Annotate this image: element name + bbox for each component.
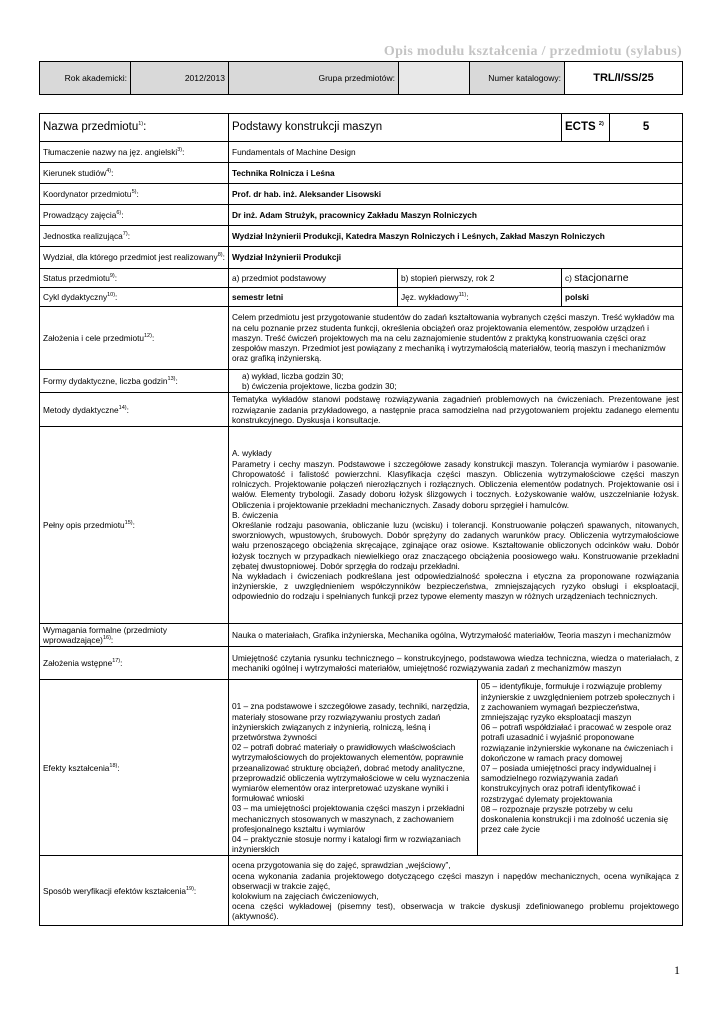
subject-group-label: Grupa przedmiotów: xyxy=(229,62,399,95)
row-lecturers xyxy=(40,205,683,226)
row-faculty xyxy=(40,247,683,269)
ects-label: ECTS $^{2)}$ xyxy=(562,114,610,142)
outcome-item: 08 – rozpoznaje przyszłe potrzeby w celu doskonalenia konstrukcji i ma zdolność uczenia się przez całe życie xyxy=(481,803,669,835)
status-c: c) stacjonarne xyxy=(562,269,683,288)
faculty-label: Wydział, dla którego przedmiot jest realizowany$^{8)}$: xyxy=(40,247,229,269)
learning-outcomes-right xyxy=(478,680,683,856)
row-cycle xyxy=(40,288,683,307)
academic-year-value: 2012/2013 xyxy=(131,62,229,95)
row-forms xyxy=(40,370,683,393)
unit-value: Wydział Inżynierii Produkcji, Katedra Maszyn Rolniczych i Leśnych, Zakład Maszyn Rolniczych xyxy=(229,226,683,247)
outcome-item: 05 – identyfikuje, formułuje i rozwiązuje problemy inżynierskie z uwzględnieniem potrzeb społecznych i z zachowaniem wymagań bezpieczeństwa, zmniejszając ryzyko eksploatacji maszyn xyxy=(481,681,675,723)
verification-line: ocena części wykładowej (pisemny test), obserwacja w trakcie dyskusji zdefiniowanego problemu projektowego (aktywność). xyxy=(232,901,680,922)
outcome-item: 07 – posiada umiejętności pracy indywidualnej i samodzielnego rozwiązywania zadań konstrukcyjnych oraz potrafi identyfikować i rozstrzygać dylematy projektowania xyxy=(481,763,656,804)
prerequisites-label: Założenia wstępne$^{17)}$: xyxy=(40,647,229,680)
language-value: polski xyxy=(562,288,683,307)
row-translation xyxy=(40,142,683,163)
learning-outcomes-label: Efekty kształcenia$^{18)}$: xyxy=(40,680,229,856)
outcome-item: 06 – potrafi współdziałać i pracować w zespole oraz potrafi uzasadnić i wyjaśnić proponowane rozwiązanie inżynierskie wykonane na ćwiczeniach i dokończone w ramach pracy domowej xyxy=(481,722,673,763)
verification-value xyxy=(229,856,683,926)
field-of-study-label: Kierunek studiów$^{4)}$: xyxy=(40,163,229,184)
forms-item-a: a) wykład, liczba godzin 30; xyxy=(242,371,344,381)
language-label: Jęz. wykładowy$^{11)}$: xyxy=(398,288,562,307)
verification-line: ocena wykonania zadania projektowego dotyczącego części maszyn i napędów mechanicznych, ocena wynikająca z obserwacji w trakcie zajęć, xyxy=(232,870,680,891)
course-name-label: Nazwa przedmiotu$^{1)}$: xyxy=(40,114,229,142)
field-of-study-value: Technika Rolnicza i Leśna xyxy=(229,163,683,184)
page-number: 1 xyxy=(674,963,680,977)
full-description-label: Pełny opis przedmiotu$^{15)}$: xyxy=(40,427,229,624)
verification-line: ocena przygotowania się do zajęć, sprawdzian „wejściowy”, xyxy=(232,860,451,871)
academic-year-label: Rok akademicki: xyxy=(40,62,131,95)
syllabus-table xyxy=(39,113,683,926)
row-verification xyxy=(40,856,683,926)
document-header-title: Opis modułu kształcenia / przedmiotu (sylabus) xyxy=(383,44,682,59)
catalog-number-value: TRL/I/SS/25 xyxy=(565,62,683,95)
coordinator-value: Prof. dr hab. inż. Aleksander Lisowski xyxy=(229,184,683,205)
exercises-heading: B. ćwiczenia xyxy=(232,509,279,520)
outcome-item: 02 – potrafi dobrać materiały o prawidłowych właściwościach wytrzymałościowych do projektowanych elementów, poprawnie przeanalizować strukturę obciążeń, dobrać metody analityczne, przeprowadzić obliczenia wytrzymałościowe w celu wyznaczenia wymiarów elementów oraz interpretować uzyskane wyniki i formułować wnioski xyxy=(232,742,470,804)
row-learning-outcomes xyxy=(40,680,683,856)
lectures-text: Parametry i cechy maszyn. Podstawowe i szczegółowe zasady konstrukcji maszyn. Tolerancja wymiarów i pasowanie. Chropowatość i falistość powierzchni. Klasyfikacja części maszyn. Obliczenia wytrzymałościowe części maszyn rolniczych. Projektowanie połączeń nierozłącznych i rozłącznych. Obliczenia elementów podatnych. Projektowanie osi i wałów. Elementy trybologii. Zasady doboru łożysk ślizgowych i tocznych. Łożyskowanie wałów, uszczelnianie łożysk. Obliczenia i projektowanie przekładni mechanicznych. Zasady doboru sprzęgieł i hamulców. xyxy=(232,458,680,510)
translation-label: Tłumaczenie nazwy na jęz. angielski$^{3)}$: xyxy=(40,142,229,163)
row-field-of-study xyxy=(40,163,683,184)
learning-outcomes-left xyxy=(229,680,478,856)
outcome-item: 04 – praktycznie stosuje normy i katalogi firm w rozwiązaniach inżynierskich xyxy=(232,834,461,855)
requirements-label: Wymagania formalne (przedmioty wprowadzające)$^{16)}$: xyxy=(40,624,229,647)
translation-value: Fundamentals of Machine Design xyxy=(229,142,683,163)
forms-value xyxy=(229,370,683,393)
row-course-name xyxy=(40,114,683,142)
methods-value: Tematyka wykładów stanowi podstawę rozwiązywania zagadnień problemowych na ćwiczeniach. Prezentowane jest rozwiązanie zadania przykładowego, a następnie praca samodzielna nad przygotowaniem projektu zadanego elementu konstrukcyjnego. Dyskusja i konsultacje. xyxy=(229,393,683,427)
cycle-value: semestr letni xyxy=(229,288,398,307)
status-a: a) przedmiot podstawowy xyxy=(229,269,398,288)
row-requirements xyxy=(40,624,683,647)
row-coordinator xyxy=(40,184,683,205)
unit-label: Jednostka realizująca$^{7)}$: xyxy=(40,226,229,247)
verification-line: kolokwium na zajęciach ćwiczeniowych, xyxy=(232,890,379,901)
row-status xyxy=(40,269,683,288)
full-description-value xyxy=(229,427,683,624)
forms-item-b: b) ćwiczenia projektowe, liczba godzin 30; xyxy=(242,381,397,392)
outcome-item: 01 – zna podstawowe i szczegółowe zasady, techniki, narzędzia, materiały stosowane przy rozwiązywaniu prostych zadań inżynierskich związanych z inżynierią, rolniczą, leśną i przetwórstwa żywności xyxy=(232,701,470,743)
row-methods xyxy=(40,393,683,427)
responsibility-text: Na wykładach i ćwiczeniach podkreślana jest odpowiedzialność społeczna i etyczna za proponowane rozwiązania inżynierskie, z uwzględnieniem współczynników bezpieczeństwa, zmniejszających ryzyko obsługi i eksploatacji, odpowiednio do rodzaju i spełnianych funkcji przez typowe elementy maszyn w różnych urządzeniach technicznych. xyxy=(232,570,680,602)
goals-label: Założenia i cele przedmiotu$^{12)}$: xyxy=(40,307,229,370)
outcome-item: 03 – ma umiejętności projektowania części maszyn i przekładni mechanicznych stosowanych w maszynach, z zachowaniem profesjonalnego kształtu i wymiarów xyxy=(232,803,465,834)
row-full-description xyxy=(40,427,683,624)
exercises-text: Określanie rodzaju pasowania, obliczanie luzu (wcisku) i tolerancji. Konstruowanie połączeń spawanych, nitowanych, sworzniowych, wpustowych, śrubowych. Dobór sprężyny do zadanych warunków pracy. Obliczenia wytrzymałościowe wału przenoszącego obciążenia skręcające, zginające oraz osiowe. Kształtowanie obliczonych odcinków wału. Dobór łożysk tocznych w przypadkach niewielkiego oraz znaczącego obciążenia poosiowego wału. Konstruowanie przekładni zębatej dwustopniowej. Dobór sprzęgła do rodzaju przekładni. xyxy=(232,519,680,571)
row-prerequisites xyxy=(40,647,683,680)
methods-label: Metody dydaktyczne$^{14)}$: xyxy=(40,393,229,427)
goals-value: Celem przedmiotu jest przygotowanie studentów do zadań kształtowania wybranych części maszyn. Treść wykładów ma na celu poznanie przez studenta funkcji, określenia obciążeń oraz projektowania elementów, zespołów urządzeń i maszyn. Treść ćwiczeń projektowych ma na celu zaznajomienie studentów z praktyką konstruowania części oraz zespołów maszyn. Przedmiot jest powiązany z mechaniką i wytrzymałością materiałów, teorią maszyn i mechanizmów oraz grafiką inżynierską. xyxy=(229,307,683,370)
catalog-number-label: Numer katalogowy: xyxy=(470,62,565,95)
status-label: Status przedmiotu$^{9)}$: xyxy=(40,269,229,288)
faculty-value: Wydział Inżynierii Produkcji xyxy=(229,247,683,269)
requirements-value: Nauka o materiałach, Grafika inżynierska, Mechanika ogólna, Wytrzymałość materiałów, Teoria maszyn i mechanizmów xyxy=(229,624,683,647)
verification-label: Sposób weryfikacji efektów kształcenia$^{19)}$: xyxy=(40,856,229,926)
course-name-value: Podstawy konstrukcji maszyn xyxy=(229,114,562,142)
info-bar-table xyxy=(39,61,683,95)
lectures-heading: A. wykłady xyxy=(232,448,272,459)
coordinator-label: Koordynator przedmiotu$^{5)}$: xyxy=(40,184,229,205)
row-unit xyxy=(40,226,683,247)
lecturers-value: Dr inż. Adam Strużyk, pracownicy Zakładu Maszyn Rolniczych xyxy=(229,205,683,226)
status-b: b) stopień pierwszy, rok 2 xyxy=(398,269,562,288)
cycle-label: Cykl dydaktyczny$^{10)}$: xyxy=(40,288,229,307)
lecturers-label: Prowadzący zajęcia$^{6)}$: xyxy=(40,205,229,226)
ects-value: 5 xyxy=(610,114,683,142)
prerequisites-value: Umiejętność czytania rysunku technicznego – konstrukcyjnego, podstawowa wiedza techniczna, wiedza o materiałach, z mechaniki ogólnej i wytrzymałości materiałów, umiejętność rozwiązywania zadań z mechanizmów maszyn xyxy=(229,647,683,680)
forms-label: Formy dydaktyczne, liczba godzin$^{13)}$: xyxy=(40,370,229,393)
subject-group-value xyxy=(399,62,470,95)
row-goals xyxy=(40,307,683,370)
